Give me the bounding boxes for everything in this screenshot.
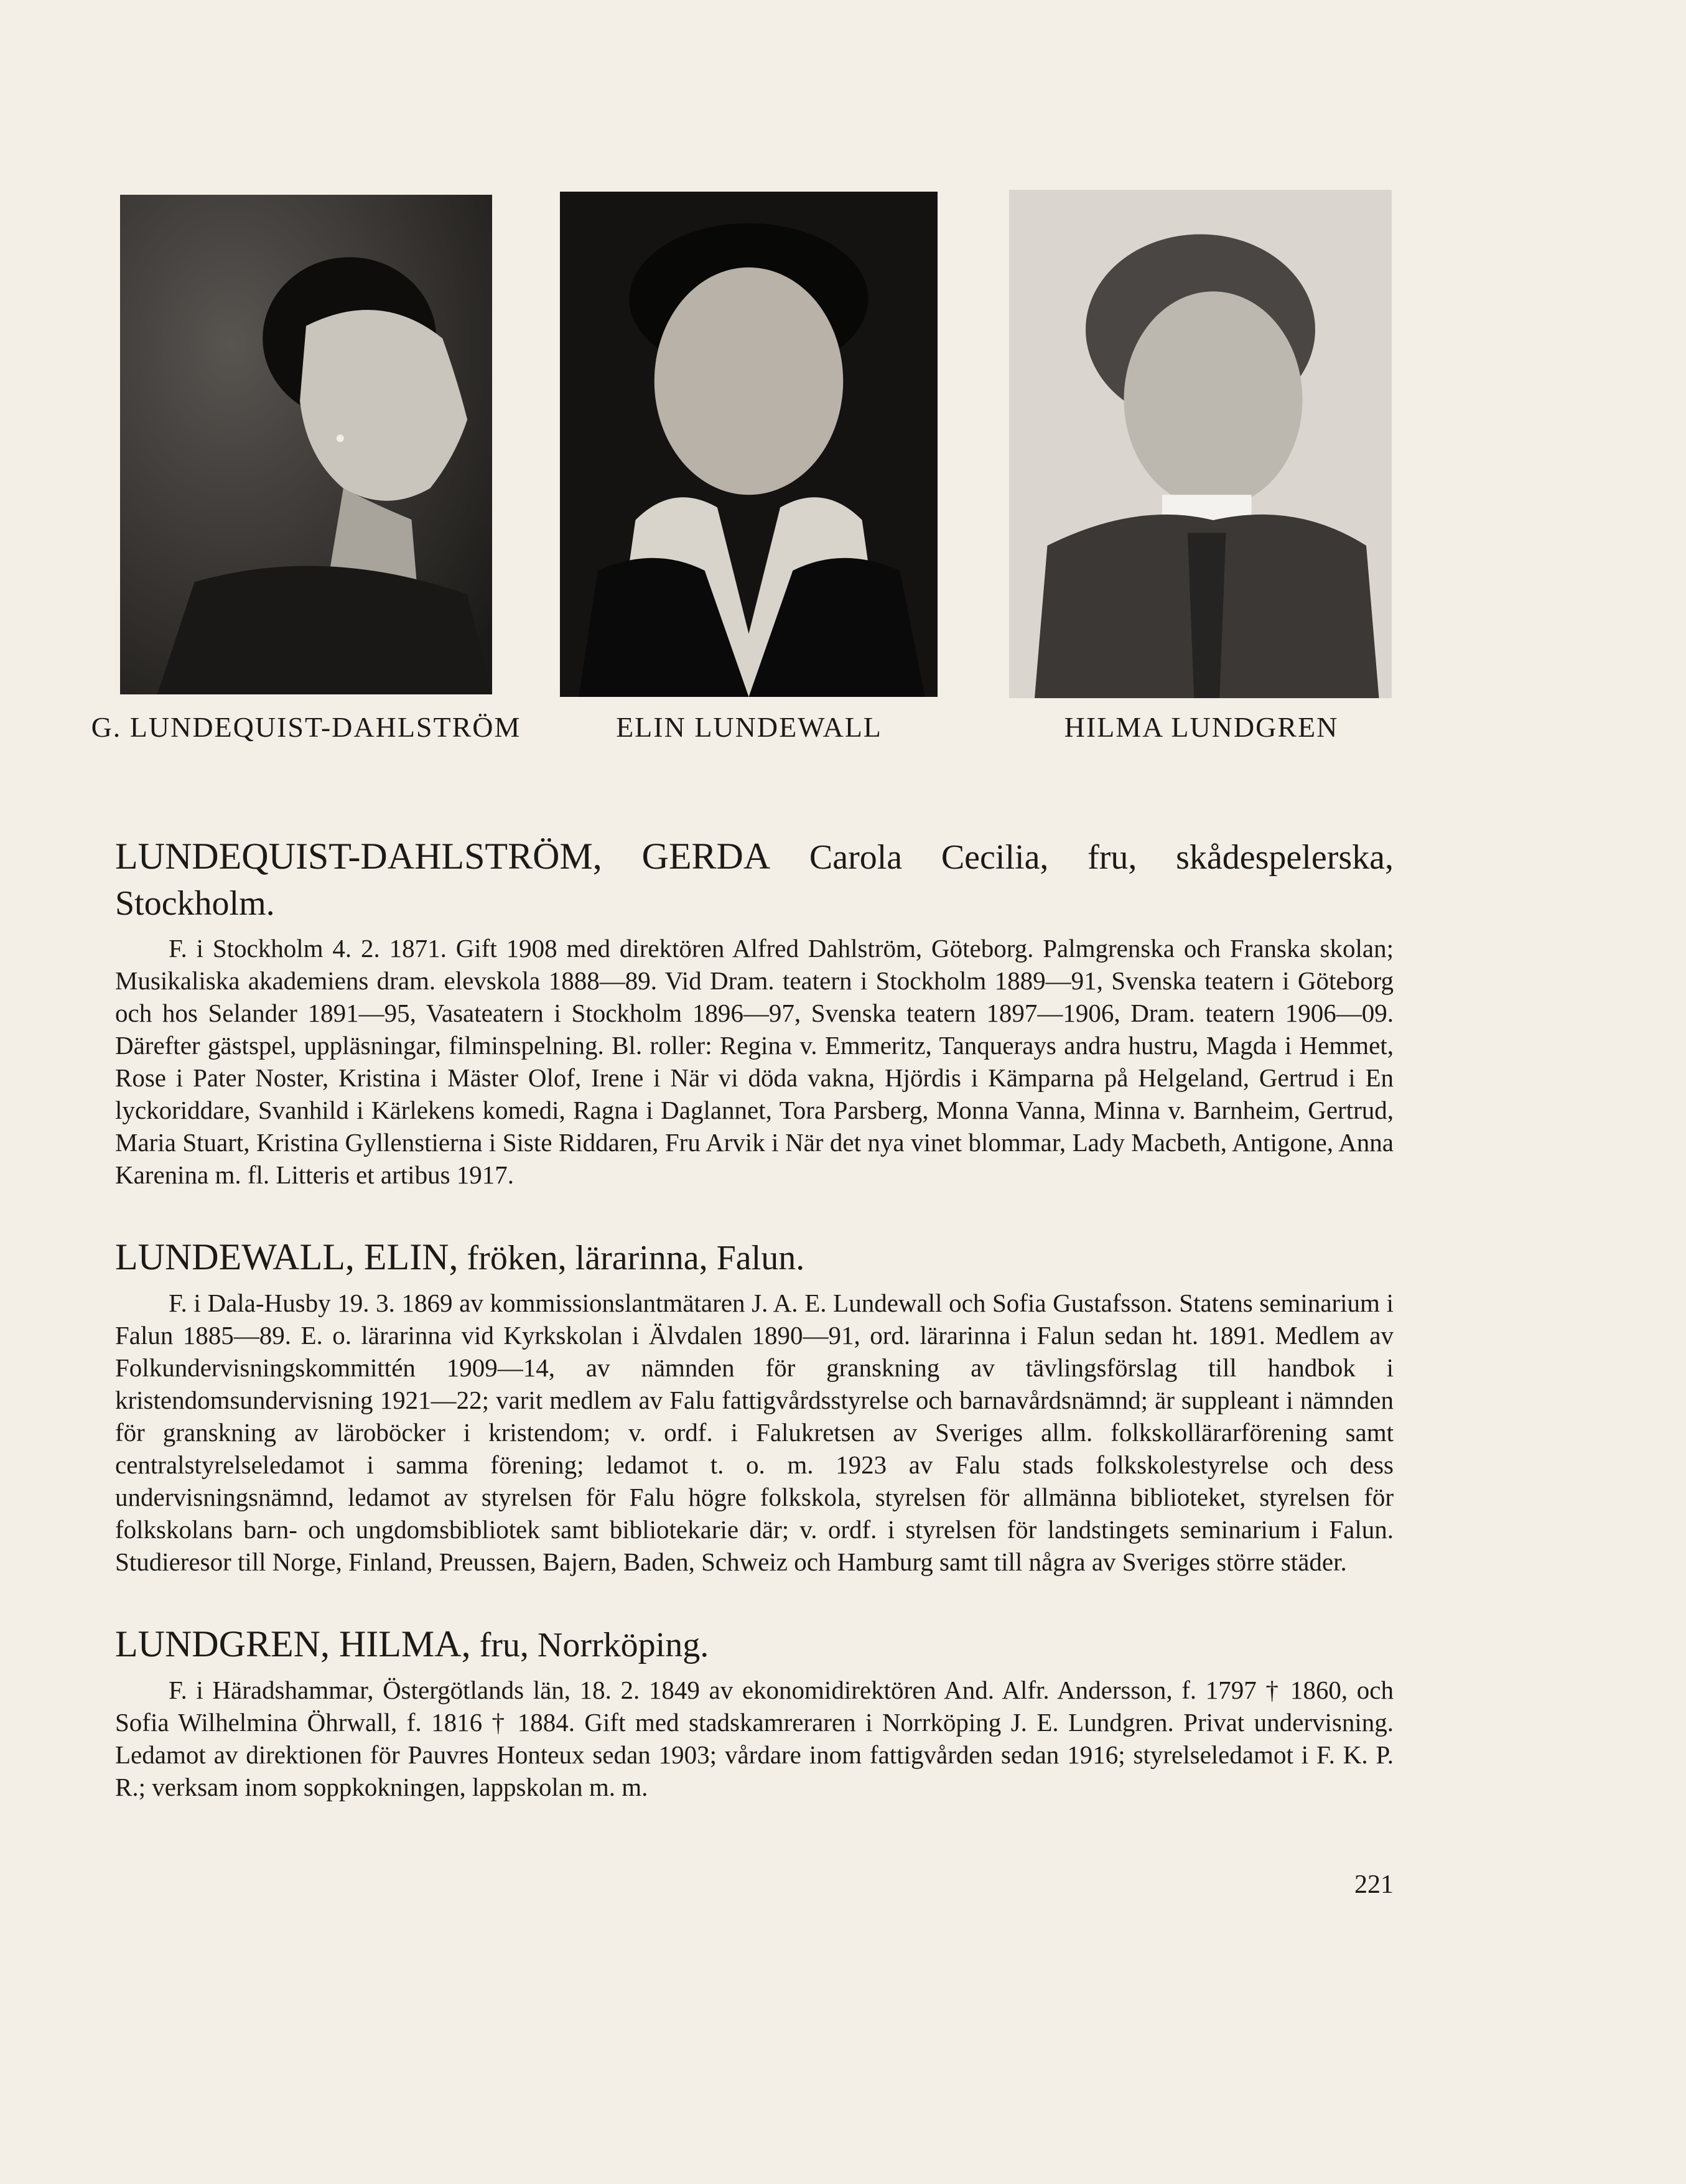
- biography-entry: [115, 1234, 1394, 1578]
- biography-entry: [115, 834, 1394, 1191]
- entries-column: [115, 834, 1394, 1803]
- entry-heading: [115, 1234, 1394, 1281]
- entry-text: F. i Stockholm 4. 2. 1871. Gift 1908 med direktören Alfred Dahlström, Göteborg. Palmgrenska och Franska skolan; Musikaliska akademiens dram. elevskola 1888—89. Vid Dram. teatern i Stockholm 1889—91, Svenska teatern i Göteborg och hos Selander 1891—95, Vasateatern i Stockholm 1896—97, Svenska teatern 1897—1906, Dram. teatern 1906—09. Därefter gästspel, uppläsningar, filminspelning. Bl. roller: Regina v. Emmeritz, Tanquerays andra hustru, Magda i Hemmet, Rose i Pater Noster, Kristina i Mäster Olof, Irene i När vi döda vakna, Hjördis i Kämparna på Helgeland, Gertrud i En lyckoriddare, Svanhild i Kärlekens komedi, Ragna i Daglannet, Tora Parsberg, Monna Vanna, Minna v. Barnheim, Gertrud, Maria Stuart, Kristina Gyllenstierna i Siste Riddaren, Fru Arvik i När det nya vinet blommar, Lady Macbeth, Antigone, Anna Karenina m. fl. Litteris et artibus 1917.: [115, 934, 1394, 1189]
- entry-name: LUNDEQUIST-DAHLSTRÖM, GERDA: [115, 836, 771, 877]
- portrait-photo-lundequist-dahlstrom: [120, 195, 492, 694]
- entry-name: LUNDGREN, HILMA,: [115, 1623, 471, 1664]
- entry-title: Carola Cecilia, fru, skådespelerska, Stockholm.: [115, 838, 1394, 923]
- portrait-caption: ELIN LUNDEWALL: [616, 711, 882, 743]
- entry-text: F. i Dala-Husby 19. 3. 1869 av kommissionslantmätaren J. A. E. Lundewall och Sofia Gustafsson. Statens seminarium i Falun 1885—89. E. o. lärarinna vid Kyrkskolan i Älvdalen 1890—91, ord. lärarinna i Falun sedan ht. 1891. Medlem av Folkundervisningskommittén 1909—14, av nämnden för granskning av tävlingsförslag till handbok i kristendomsundervisning 1921—22; varit medlem av Falu fattigvårdsstyrelse och barnavårdsnämnd; är suppleant i nämnden för granskning av läroböcker i kristendom; v. ordf. i Falukretsen av Sveriges allm. folkskollärarförening samt centralstyrelseledamot i samma förening; ledamot t. o. m. 1923 av Falu stads folkskolestyrelse och dess undervisningsnämnd, ledamot av styrelsen för Falu högre folkskola, styrelsen för allmänna biblioteket, styrelsen för folkskolans barn- och ungdomsbibliotek samt bibliotekarie där; v. ordf. i styrelsen för landstingets seminarium i Falun. Studieresor till Norge, Finland, Preussen, Bajern, Baden, Schweiz och Hamburg samt till några av Sveriges större städer.: [115, 1289, 1394, 1576]
- entry-title: fröken, lärarinna, Falun.: [458, 1239, 805, 1277]
- entry-text: F. i Häradshammar, Östergötlands län, 18. 2. 1849 av ekonomidirektören And. Alfr. Andersson, f. 1797 † 1860, och Sofia Wilhelmina Öhrwall, f. 1816 † 1884. Gift med stadskamreraren i Norrköping J. E. Lundgren. Privat undervisning. Ledamot av direktionen för Pauvres Honteux sedan 1903; vårdare inom fattigvården sedan 1916; styrelseledamot i F. K. P. R.; verksam inom soppkokningen, lappskolan m. m.: [115, 1676, 1394, 1801]
- entry-title: fru, Norrköping.: [470, 1626, 709, 1664]
- entry-name: LUNDEWALL, ELIN,: [115, 1236, 459, 1277]
- page-number: 221: [1354, 1870, 1394, 1899]
- entry-heading: [115, 834, 1394, 926]
- portrait-photo-lundewall: [560, 192, 938, 697]
- entry-heading: [115, 1622, 1394, 1668]
- portrait-photo-lundgren: [1009, 190, 1392, 698]
- portrait-caption: HILMA LUNDGREN: [1064, 711, 1339, 743]
- portrait-caption: G. LUNDEQUIST-DAHLSTRÖM: [91, 711, 521, 743]
- biography-entry: [115, 1622, 1394, 1803]
